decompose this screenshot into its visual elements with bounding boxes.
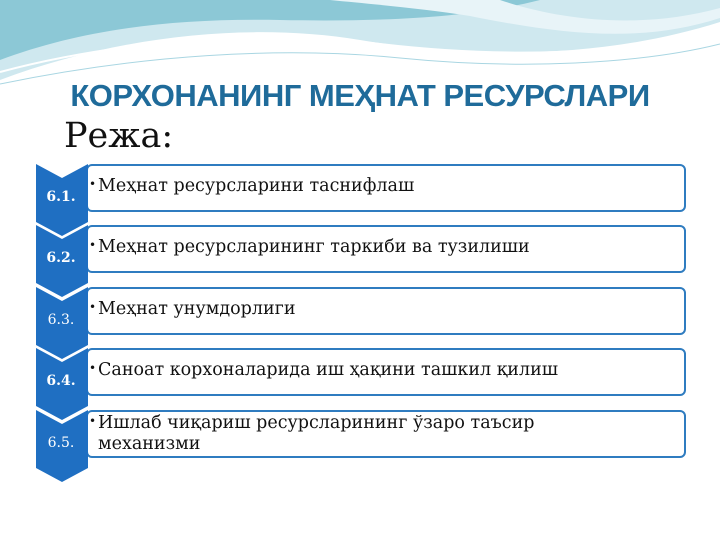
plan-item-2	[36, 225, 686, 275]
plan-item-text: • Саноат корхоналарида иш ҳақини ташкил қилиш	[89, 360, 559, 380]
plan-item-5	[36, 410, 686, 460]
plan-item-text: • Меҳнат унумдорлиги	[89, 299, 296, 319]
plan-item-text: • Меҳнат ресурсларини таснифлаш	[89, 176, 415, 196]
plan-item-1	[36, 164, 686, 214]
plan-item-number: 6.3.	[47, 312, 75, 328]
plan-item-number: 6.1.	[46, 189, 76, 205]
plan-subtitle: Режа:	[64, 116, 174, 156]
plan-item-text: • Ишлаб чиқариш ресурсларининг ўзаро таъсир механизми	[89, 413, 535, 454]
plan-item-number: 6.5.	[47, 435, 75, 451]
plan-item-number: 6.2.	[46, 250, 76, 266]
plan-item-text: • Меҳнат ресурсларининг таркиби ва тузилиши	[89, 237, 530, 257]
slide-title: КОРХОНАНИНГ МЕҲНАТ РЕСУРСЛАРИ	[70, 78, 650, 113]
plan-item-number: 6.4.	[46, 373, 76, 389]
plan-item-4	[36, 348, 686, 398]
plan-item-3	[36, 287, 686, 337]
